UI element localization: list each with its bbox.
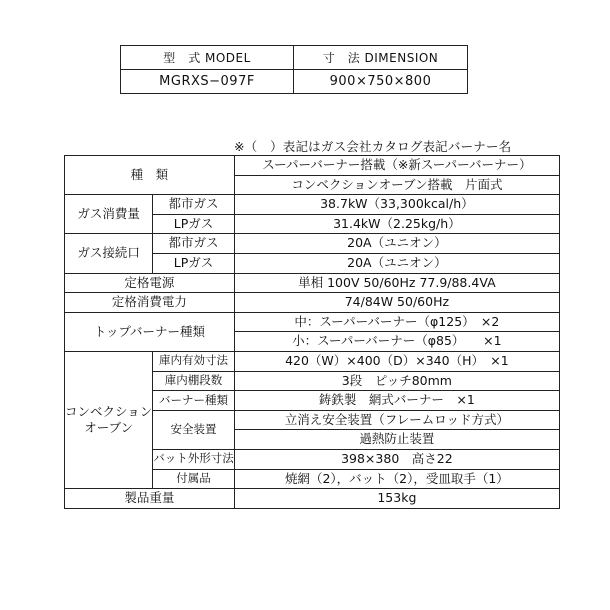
top-burner-line2: 小：スーパーバーナー（φ85） ×1 [234,332,559,352]
convection-oven-label [65,351,153,488]
rated-power-label: 定格電源 [65,273,235,293]
model-table [120,45,468,94]
shelves-label: 庫内棚段数 [153,371,235,391]
catalog-note: ※（ ）表記はガス会社カタログ表記バーナー名 [234,139,512,154]
model-value: MGRXS−097F [121,70,294,94]
gas-consumption-label: ガス消費量 [65,195,153,234]
spec-table [64,155,560,509]
safety-line1: 立消え安全装置（フレームロッド方式） [234,410,559,430]
inner-size-label: 庫内有効寸法 [153,351,235,371]
gas-consumption-city-value: 38.7kW（33,300kcal/h） [234,195,559,215]
dimension-header: 寸 法 DIMENSION [294,46,468,70]
top-burner-label: トップバーナー種類 [65,312,235,351]
gas-consumption-lp-label: LPガス [153,214,235,234]
rated-power-value: 単相 100V 50/60Hz 77.9/88.4VA [234,273,559,293]
gas-connection-lp-value: 20A（ユニオン） [234,253,559,273]
gas-connection-city-value: 20A（ユニオン） [234,234,559,254]
convection-label-line2: オーブン [84,419,134,435]
type-line2: コンベクションオーブン搭載 片面式 [234,175,559,195]
burner-type-value: 鋳鉄製 網式バーナー ×1 [234,391,559,411]
shelves-value: 3段 ピッチ80mm [234,371,559,391]
gas-consumption-city-label: 都市ガス [153,195,235,215]
gas-consumption-lp-value: 31.4kW（2.25kg/h） [234,214,559,234]
rated-consumption-value: 74/84W 50/60Hz [234,293,559,313]
burner-type-label: バーナー種類 [153,391,235,411]
type-line1: スーパーバーナー搭載（※新スーパーバーナー） [234,156,559,176]
rated-consumption-label: 定格消費電力 [65,293,235,313]
gas-connection-label: ガス接続口 [65,234,153,273]
convection-label-line1: コンベクション [65,404,153,420]
safety-label: 安全装置 [153,410,235,449]
weight-label: 製品重量 [65,489,235,509]
type-label: 種 類 [65,156,235,195]
model-header: 型 式 MODEL [121,46,294,70]
accessories-value: 焼網（2），バット（2），受皿取手（1） [234,469,559,489]
top-burner-line1: 中：スーパーバーナー（φ125） ×2 [234,312,559,332]
accessories-label: 付属品 [153,469,235,489]
gas-connection-lp-label: LPガス [153,253,235,273]
dimension-value: 900×750×800 [294,70,468,94]
safety-line2: 過熱防止装置 [234,430,559,450]
gas-connection-city-label: 都市ガス [153,234,235,254]
tray-size-label: バット外形寸法 [153,449,235,469]
inner-size-value: 420（W）×400（D）×340（H） ×1 [234,351,559,371]
tray-size-value: 398×380 高さ22 [234,449,559,469]
weight-value: 153kg [234,489,559,509]
